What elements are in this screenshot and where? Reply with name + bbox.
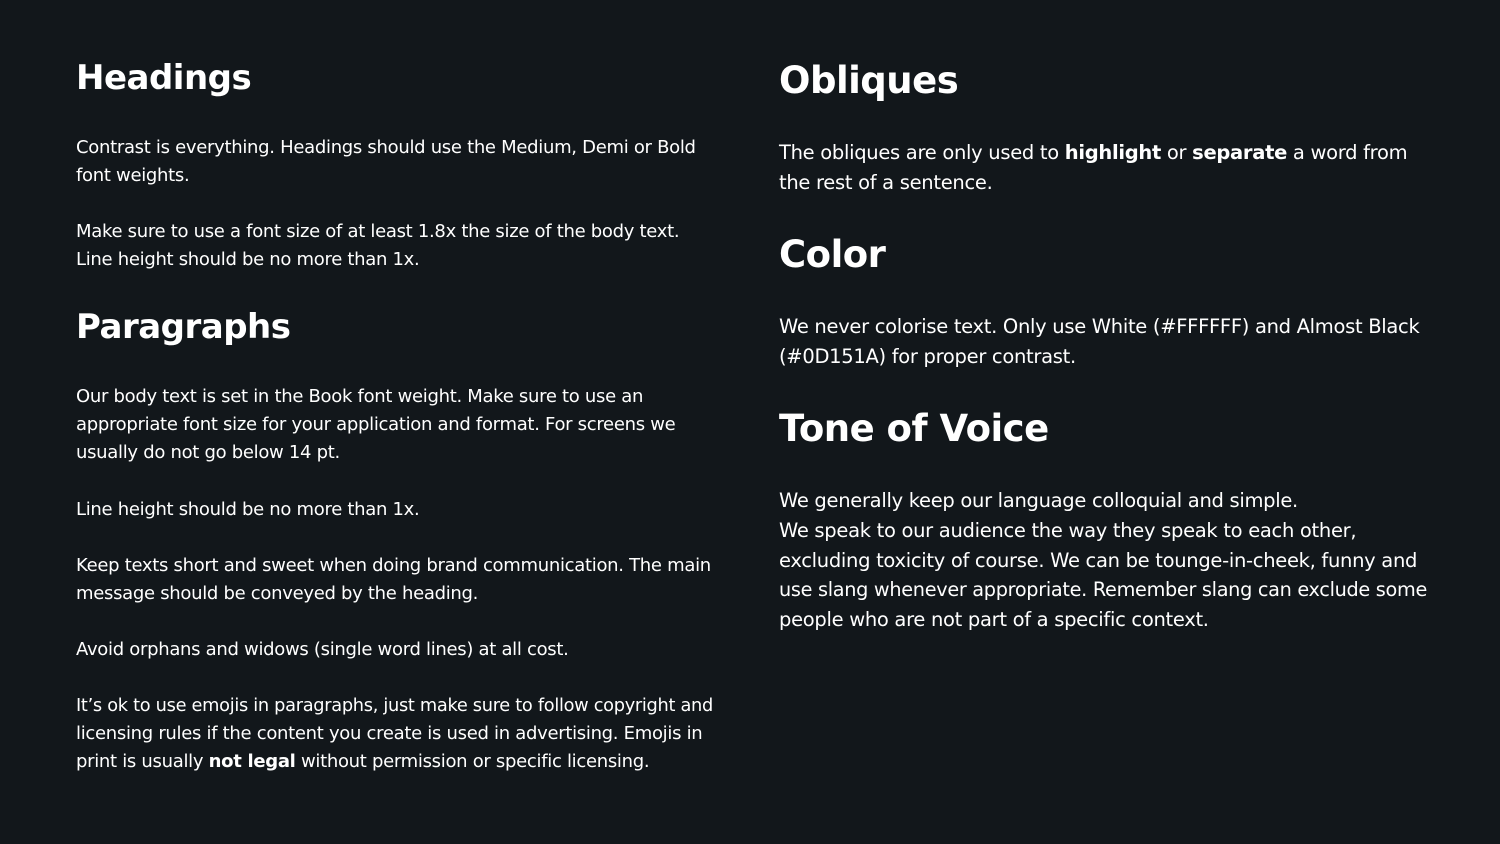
text-line: usually do not go below 14 pt. [76, 442, 340, 463]
text-span: or [1161, 141, 1193, 164]
text-line: We speak to our audience the way they speak to each other, [779, 518, 1357, 542]
text-line: use slang whenever appropriate. Remember slang can exclude some [779, 578, 1427, 602]
text-line: We never colorise text. Only use White (#FFFFFF) and Almost Black [779, 315, 1420, 338]
text-span: a word from [1287, 141, 1408, 164]
bold-emphasis: highlight [1064, 141, 1161, 164]
paragraphs-paragraph-2 [76, 496, 716, 524]
color-paragraph [779, 312, 1429, 372]
paragraphs-paragraph-5 [76, 692, 716, 776]
text-line: excluding toxicity of course. We can be tounge-in-cheek, funny and [779, 548, 1418, 572]
text-line: (#0D151A) for proper contrast. [779, 344, 1076, 368]
text-line: message should be conveyed by the heading. [76, 583, 479, 604]
tone-of-voice-heading: Tone of Voice [779, 407, 1049, 450]
tone-of-voice-paragraph [779, 486, 1429, 635]
paragraphs-paragraph-3 [76, 552, 716, 608]
text-span: without permission or specific licensing. [295, 751, 650, 772]
obliques-heading: Obliques [779, 59, 959, 102]
paragraphs-paragraph-4 [76, 636, 716, 664]
text-line: licensing rules if the content you create is used in advertising. Emojis in [76, 723, 703, 744]
text-line: Line height should be no more than 1x. [76, 499, 420, 520]
text-line: Line height should be no more than 1x. [76, 249, 420, 270]
headings-paragraph-1 [76, 134, 716, 190]
text-line [76, 748, 716, 776]
color-heading: Color [779, 233, 886, 276]
text-line: appropriate font size for your application and format. For screens we [76, 414, 676, 435]
text-line: Avoid orphans and widows (single word lines) at all cost. [76, 639, 569, 660]
text-line: font weights. [76, 165, 190, 186]
text-line: Our body text is set in the Book font weight. Make sure to use an [76, 386, 644, 407]
text-line: It’s ok to use emojis in paragraphs, just make sure to follow copyright and [76, 696, 713, 716]
paragraphs-paragraph-1 [76, 383, 716, 467]
paragraphs-heading: Paragraphs [76, 307, 291, 347]
text-line: Keep texts short and sweet when doing brand communication. The main [76, 555, 711, 576]
text-line: Contrast is everything. Headings should use the Medium, Demi or Bold [76, 137, 696, 158]
text-span: print is usually [76, 751, 209, 772]
text-line: the rest of a sentence. [779, 170, 993, 194]
text-line: Make sure to use a font size of at least 1.8x the size of the body text. [76, 221, 680, 242]
headings-heading: Headings [76, 58, 252, 98]
obliques-paragraph [779, 138, 1429, 198]
headings-paragraph-2 [76, 218, 716, 274]
text-line [779, 138, 1429, 168]
text-span: The obliques are only used to [779, 141, 1065, 164]
text-line: people who are not part of a specific context. [779, 608, 1209, 632]
bold-emphasis: separate [1192, 141, 1288, 164]
text-line: We generally keep our language colloquial and simple. [779, 489, 1298, 512]
bold-emphasis: not legal [208, 751, 296, 772]
